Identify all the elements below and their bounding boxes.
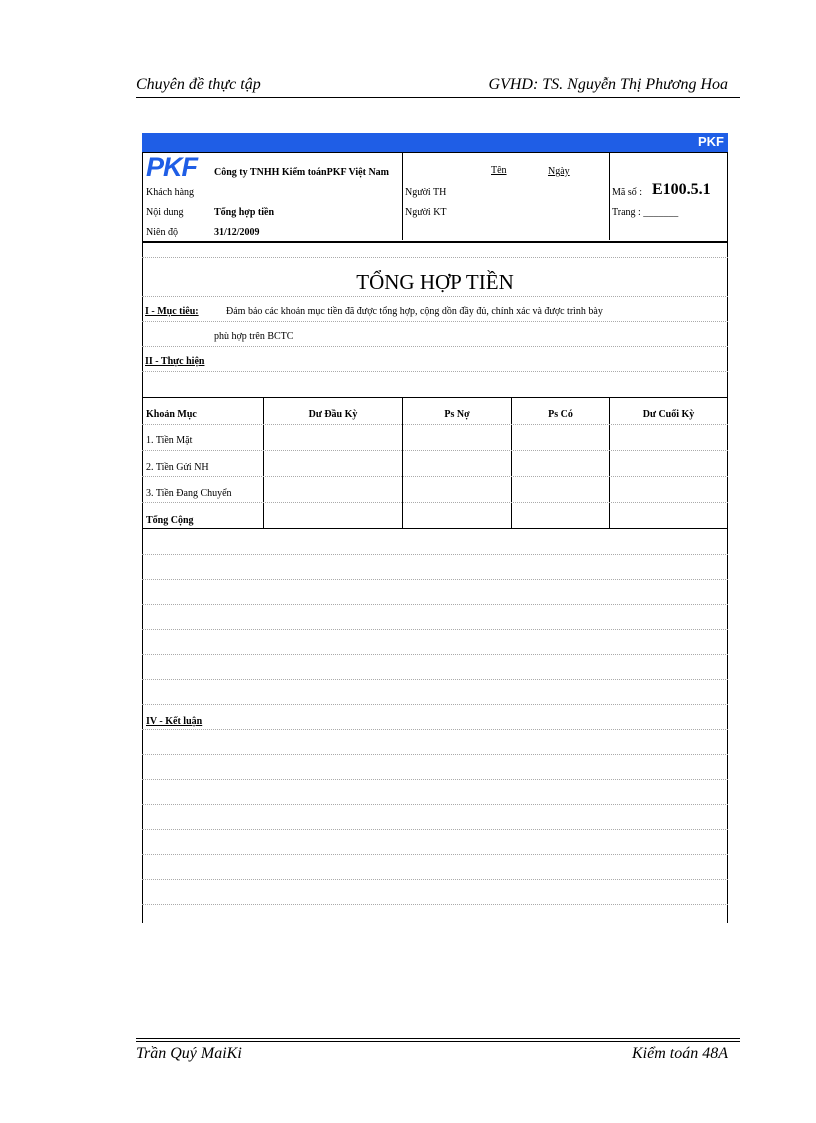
header-left: Chuyên đề thực tập bbox=[136, 76, 261, 93]
objective-label: I - Mục tiêu: bbox=[145, 306, 199, 317]
content-value: Tổng hợp tiền bbox=[214, 207, 274, 218]
footer-rule-2 bbox=[136, 1041, 740, 1042]
info-divider-1 bbox=[402, 152, 403, 240]
brand-bar bbox=[142, 133, 728, 152]
sheet-right-border bbox=[727, 240, 728, 923]
table-top-border bbox=[142, 397, 728, 398]
table-bottom-border bbox=[142, 528, 728, 529]
name-column-label: Tên bbox=[491, 165, 507, 176]
footer-rule-1 bbox=[136, 1038, 740, 1039]
reviewer-label: Người KT bbox=[405, 207, 447, 218]
code-label: Mã số : bbox=[612, 187, 642, 198]
table-row-bank: 2. Tiền Gửi NH bbox=[146, 462, 209, 473]
page-label: Trang : _______ bbox=[612, 207, 679, 218]
sheet-left-border bbox=[142, 240, 143, 923]
footer-left: Trần Quý MaiKi bbox=[136, 1045, 242, 1062]
date-column-label: Ngày bbox=[548, 166, 570, 177]
content-label: Nội dung bbox=[146, 207, 184, 218]
code-value: E100.5.1 bbox=[652, 181, 711, 198]
brand-bar-text: PKF bbox=[698, 134, 724, 149]
col-header-credit: Ps Có bbox=[548, 409, 573, 420]
execution-label: II - Thực hiện bbox=[145, 356, 205, 367]
preparer-label: Người TH bbox=[405, 187, 447, 198]
conclusion-label: IV - Kết luận bbox=[146, 716, 203, 727]
objective-text-2: phù hợp trên BCTC bbox=[214, 331, 294, 342]
col-header-debit: Ps Nợ bbox=[444, 409, 470, 420]
objective-text-1: Đảm bảo các khoản mục tiền đã được tổng hợp, cộng dồn đầy đủ, chính xác và được trình bày bbox=[226, 306, 603, 317]
period-value: 31/12/2009 bbox=[214, 227, 260, 238]
info-divider-2 bbox=[609, 152, 610, 240]
client-label: Khách hàng bbox=[146, 187, 195, 198]
table-row-transit: 3. Tiền Đang Chuyển bbox=[146, 488, 232, 499]
col-header-closing: Dư Cuối Kỳ bbox=[642, 409, 695, 420]
period-label: Niên độ bbox=[146, 227, 178, 238]
table-row-cash: 1. Tiền Mặt bbox=[146, 435, 193, 446]
footer-right: Kiểm toán 48A bbox=[632, 1045, 728, 1062]
sheet-title: TỔNG HỢP TIỀN bbox=[356, 270, 514, 294]
table-row-total: Tổng Cộng bbox=[146, 515, 194, 526]
col-header-opening: Dư Đầu Kỳ bbox=[308, 409, 358, 420]
company-name: Công ty TNHH Kiểm toánPKF Việt Nam bbox=[214, 167, 389, 178]
header-rule bbox=[136, 97, 740, 98]
col-header-item: Khoản Mục bbox=[146, 409, 197, 420]
pkf-logo: PKF bbox=[146, 152, 197, 182]
header-right: GVHD: TS. Nguyễn Thị Phương Hoa bbox=[488, 76, 728, 93]
